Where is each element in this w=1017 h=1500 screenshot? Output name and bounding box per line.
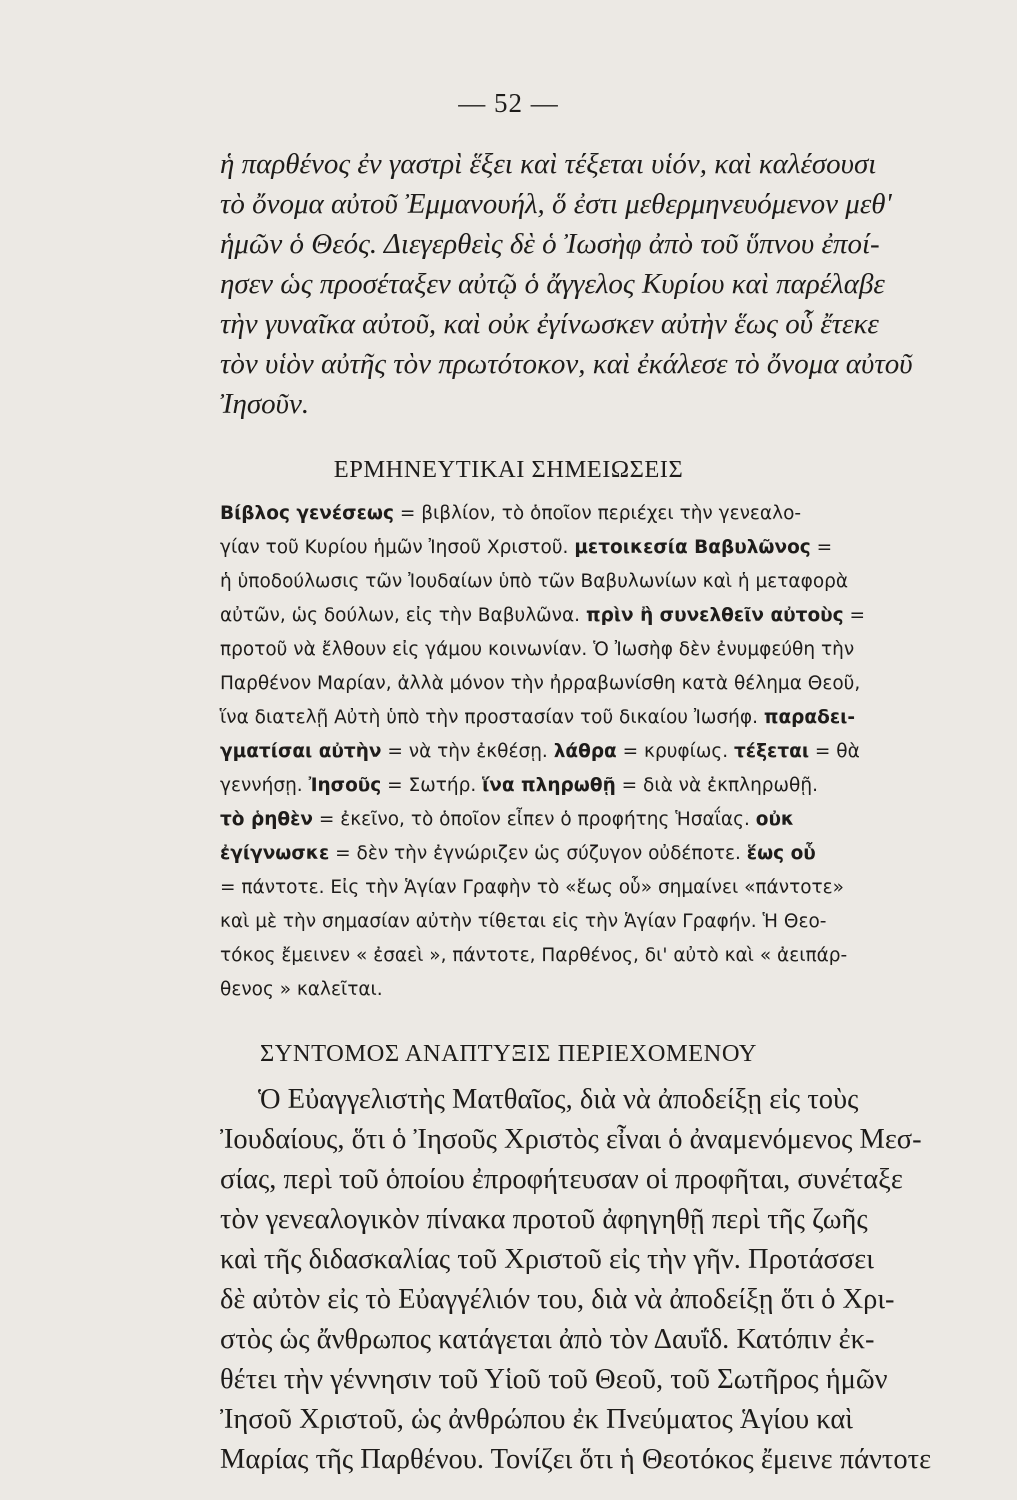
note-term: πρὶν ἢ συνελθεῖν αὐτοὺς bbox=[585, 605, 844, 626]
note-term: Βίβλος γενέσεως bbox=[220, 503, 394, 524]
note-term: παραδει- bbox=[763, 707, 856, 728]
notes-line: προτοῦ νὰ ἔλθουν εἰς γάμου κοινωνίαν. Ὁ Ἰωσὴφ δὲν ἐνυμφεύθη τὴν bbox=[220, 639, 855, 660]
notes-heading: ΕΡΜΗΝΕΥΤΙΚΑΙ ΣΗΜΕΙΩΣΕΙΣ bbox=[333, 456, 684, 483]
note-text: = ἐκεῖνο, τὸ ὁποῖον εἶπεν ὁ προφήτης Ἡσαΐας. bbox=[312, 809, 756, 830]
note-text: ἵνα διατελῇ Αὐτὴ ὑπὸ τὴν προστασίαν τοῦ δικαίου Ἰωσήφ. bbox=[220, 707, 764, 728]
note-text: = θὰ bbox=[809, 741, 860, 762]
scripture-line: τὴν γυναῖκα αὐτοῦ, καὶ οὐκ ἐγίνωσκεν αὐτὴν ἕως οὗ ἔτεκε bbox=[220, 308, 879, 340]
summary-line: Ὁ Εὐαγγελιστὴς Ματθαῖος, διὰ νὰ ἀποδείξῃ εἰς τοὺς bbox=[258, 1084, 859, 1115]
scripture-line: ησεν ὡς προσέταξεν αὐτῷ ὁ ἄγγελος Κυρίου καὶ παρέλαβε bbox=[220, 268, 885, 300]
notes-line: θενος » καλεῖται. bbox=[220, 979, 383, 1000]
summary-line: Μαρίας τῆς Παρθένου. Τονίζει ὅτι ἡ Θεοτόκος ἔμεινε πάντοτε bbox=[220, 1444, 932, 1475]
notes-line bbox=[220, 503, 982, 524]
note-term: Ἰησοῦς bbox=[308, 775, 382, 796]
note-term: τέξεται bbox=[733, 741, 810, 762]
summary-line: καὶ τῆς διδασκαλίας τοῦ Χριστοῦ εἰς τὴν γῆν. Προτάσσει bbox=[220, 1244, 874, 1275]
note-text: = bbox=[810, 537, 833, 558]
note-term: μετοικεσία Βαβυλῶνος bbox=[574, 537, 811, 558]
note-term: λάθρα bbox=[553, 741, 617, 762]
scripture-line: ἡ παρθένος ἐν γαστρὶ ἕξει καὶ τέξεται υἱόν, καὶ καλέσουσι bbox=[220, 148, 877, 180]
notes-line: = πάντοτε. Εἰς τὴν Ἁγίαν Γραφὴν τὸ «ἕως οὗ» σημαίνει «πάντοτε» bbox=[220, 877, 844, 898]
note-text: γεννήσῃ. bbox=[220, 775, 309, 796]
notes-line bbox=[220, 741, 982, 762]
notes-line bbox=[220, 537, 982, 558]
note-text: αὐτῶν, ὡς δούλων, εἰς τὴν Βαβυλῶνα. bbox=[220, 605, 586, 626]
notes-line bbox=[220, 809, 982, 830]
summary-line: σίας, περὶ τοῦ ὁποίου ἐπροφήτευσαν οἱ προφῆται, συνέταξε bbox=[220, 1164, 903, 1195]
note-text: γίαν τοῦ Κυρίου ἡμῶν Ἰησοῦ Χριστοῦ. bbox=[220, 537, 575, 558]
note-term: οὐκ bbox=[755, 809, 795, 830]
scripture-line: τὸ ὄνομα αὐτοῦ Ἐμμανουήλ, ὅ ἐστι μεθερμηνευόμενον μεθ' bbox=[220, 188, 892, 220]
note-text: = νὰ τὴν ἐκθέσῃ. bbox=[381, 741, 554, 762]
summary-line: στὸς ὡς ἄνθρωπος κατάγεται ἀπὸ τὸν Δαυΐδ. Κατόπιν ἐκ- bbox=[220, 1324, 875, 1355]
summary-heading: ΣΥΝΤΟΜΟΣ ΑΝΑΠΤΥΞΙΣ ΠΕΡΙΕΧΟΜΕΝΟΥ bbox=[259, 1040, 757, 1067]
note-text: = διὰ νὰ ἐκπληρωθῇ. bbox=[615, 775, 818, 796]
notes-line bbox=[220, 605, 982, 626]
summary-line: τὸν γενεαλογικὸν πίνακα προτοῦ ἀφηγηθῇ περὶ τῆς ζωῆς bbox=[220, 1204, 868, 1235]
note-text: = βιβλίον, τὸ ὁποῖον περιέχει τὴν γενεαλο- bbox=[393, 503, 802, 524]
scripture-line: τὸν υἱὸν αὐτῆς τὸν πρωτότοκον, καὶ ἐκάλεσε τὸ ὄνομα αὐτοῦ bbox=[220, 348, 913, 380]
note-text: = δὲν τὴν ἐγνώριζεν ὡς σύζυγον οὐδέποτε. bbox=[329, 843, 747, 864]
scripture-line: Ἰησοῦν. bbox=[220, 388, 310, 420]
note-term: ἕως οὗ bbox=[746, 843, 816, 864]
note-text: = κρυφίως. bbox=[616, 741, 734, 762]
note-term: γματίσαι αὐτὴν bbox=[220, 741, 382, 762]
notes-line bbox=[220, 775, 982, 796]
notes-line: τόκος ἔμεινεν « ἐσαεὶ », πάντοτε, Παρθένος, δι' αὐτὸ καὶ « ἀειπάρ- bbox=[220, 945, 848, 966]
note-term: ἵνα πληρωθῇ bbox=[482, 775, 616, 796]
summary-line: δὲ αὐτὸν εἰς τὸ Εὐαγγέλιόν του, διὰ νὰ ἀποδείξῃ ὅτι ὁ Χρι- bbox=[220, 1284, 895, 1315]
note-text: = Σωτήρ. bbox=[381, 775, 483, 796]
note-term: ἐγίγνωσκε bbox=[220, 843, 330, 864]
notes-line bbox=[220, 707, 982, 728]
note-text: = bbox=[843, 605, 866, 626]
note-term: τὸ ῥηθὲν bbox=[220, 809, 313, 830]
notes-line bbox=[220, 843, 982, 864]
summary-line: Ἰουδαίους, ὅτι ὁ Ἰησοῦς Χριστὸς εἶναι ὁ ἀναμενόμενος Μεσ- bbox=[220, 1124, 922, 1155]
page-number: — 52 — bbox=[458, 88, 559, 118]
scripture-line: ἡμῶν ὁ Θεός. Διεγερθεὶς δὲ ὁ Ἰωσὴφ ἀπὸ τοῦ ὕπνου ἐποί- bbox=[220, 228, 880, 260]
notes-line: καὶ μὲ τὴν σημασίαν αὐτὴν τίθεται εἰς τὴν Ἁγίαν Γραφήν. Ἡ Θεο- bbox=[220, 911, 827, 932]
notes-line: Παρθένον Μαρίαν, ἀλλὰ μόνον τὴν ἠρραβωνίσθη κατὰ θέλημα Θεοῦ, bbox=[220, 673, 861, 694]
summary-line: θέτει τὴν γέννησιν τοῦ Υἱοῦ τοῦ Θεοῦ, τοῦ Σωτῆρος ἡμῶν bbox=[220, 1364, 888, 1395]
summary-line: Ἰησοῦ Χριστοῦ, ὡς ἀνθρώπου ἐκ Πνεύματος Ἁγίου καὶ bbox=[220, 1404, 853, 1435]
notes-line: ἡ ὑποδούλωσις τῶν Ἰουδαίων ὑπὸ τῶν Βαβυλωνίων καὶ ἡ μεταφορὰ bbox=[220, 571, 849, 592]
